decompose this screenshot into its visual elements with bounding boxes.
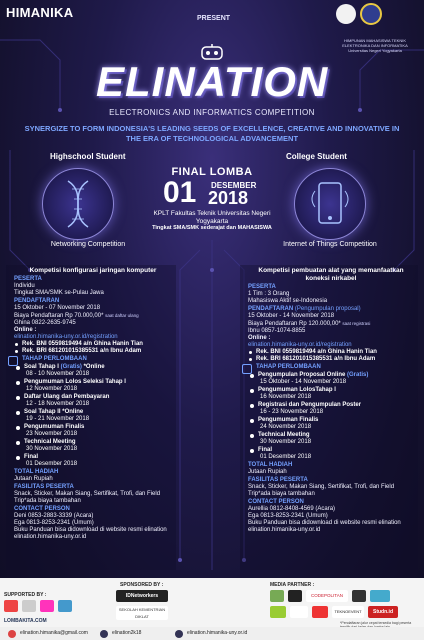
schedule-date: 24 November 2018 xyxy=(260,424,312,430)
schedule-date: 16 - 23 November 2018 xyxy=(260,409,324,415)
schedule-date: 15 Oktober - 14 November 2018 xyxy=(260,379,347,385)
left-peserta-label: PESERTA xyxy=(14,276,42,282)
schedule-item: Pengumuman Finalis xyxy=(14,424,172,431)
left-online-label: Online : xyxy=(14,327,37,333)
right-cp: Ibnu 0857-1074-8855 xyxy=(248,328,306,334)
left-biaya-note: saat daftar ulang xyxy=(105,313,139,318)
left-website[interactable]: elination.himanika-uny.or.id xyxy=(14,534,87,540)
right-fasilitas-label: FASILITAS PESERTA xyxy=(248,477,308,483)
right-contact-label: CONTACT PERSON xyxy=(248,499,304,505)
right-buku: Buku Panduan bisa didownload di website resmi elination xyxy=(248,520,401,526)
left-peserta-1: Individu xyxy=(14,283,35,289)
schedule-item: Final xyxy=(14,454,172,461)
highschool-category: Highschool Student xyxy=(50,152,126,161)
dna-network-icon xyxy=(43,169,113,239)
right-bank-2: Rek. BRI 681201015385531 a/n Ibnu Adam xyxy=(248,356,414,363)
schedule-item: Soal Tahap I (Gratis) *Online xyxy=(14,364,172,371)
final-year: 2018 xyxy=(208,188,249,208)
right-hadiah-label: TOTAL HADIAH xyxy=(248,462,293,468)
supporter-logo xyxy=(40,600,54,612)
schedule-date: 30 November 2018 xyxy=(26,446,78,452)
right-biaya-note: saat registrasi xyxy=(342,321,371,326)
schedule-item: Pengumuman LolosTahap I xyxy=(248,387,414,394)
schedule-item: Final xyxy=(248,447,414,454)
right-peserta-1: 1 Tim : 3 Orang xyxy=(248,291,290,297)
supporter-logo xyxy=(4,600,18,612)
schedule-date: 30 November 2018 xyxy=(260,439,312,445)
right-schedule-list xyxy=(248,372,414,461)
left-pendaftaran-dates: 15 Oktober - 07 November 2018 xyxy=(14,305,101,311)
contact-social[interactable]: elination2k18 xyxy=(112,630,142,636)
schedule-date: 23 November 2018 xyxy=(26,431,78,437)
final-month: DESEMBER xyxy=(211,181,257,190)
networking-competition-label: Networking Competition xyxy=(50,241,126,248)
left-fasilitas-label: FASILITAS PESERTA xyxy=(14,484,74,490)
left-contact-1: Deni 0853-2883-3339 (Acara) xyxy=(14,513,94,519)
left-details-panel xyxy=(6,265,176,570)
left-hadiah: Jutaan Rupiah xyxy=(14,476,53,482)
present-label: PRESENT xyxy=(197,15,231,22)
sponsored-by-label: SPONSORED BY : xyxy=(120,582,164,588)
schedule-date: 01 Desember 2018 xyxy=(26,461,78,467)
schedule-item: Soal Tahap II *Online xyxy=(14,409,172,416)
schedule-date: 01 Desember 2018 xyxy=(260,454,312,460)
schedule-date: 12 November 2018 xyxy=(26,386,78,392)
university-logo xyxy=(336,4,356,24)
instagram-icon xyxy=(100,630,108,638)
right-online-label: Online : xyxy=(248,335,271,341)
left-peserta-2: Tingkat SMA/SMK se-Pulau Jawa xyxy=(14,290,104,296)
schedule-item: Technical Meeting xyxy=(14,439,172,446)
schedule-item: Pengumpulan Proposal Online (Gratis) xyxy=(248,372,414,379)
event-title: ELINATION xyxy=(96,58,329,105)
schedule-date: 19 - 21 November 2018 xyxy=(26,416,90,422)
schedule-item: Pengumuman Lolos Seleksi Tahap I xyxy=(14,379,172,386)
left-bank-1: Rek. BNI 0559819494 a/n Ghina Hanin Tian xyxy=(14,341,172,348)
organization-logo xyxy=(360,3,382,25)
brand-logo-text: HIMANIKA xyxy=(6,5,74,20)
media-logo-codepolitan: CODEPOLITAN xyxy=(306,590,348,602)
schedule-date: 12 - 18 November 2018 xyxy=(26,401,90,407)
right-comp-title: Kompetisi pembuatan alat yang memanfaatkan koneksi nirkabel xyxy=(258,267,404,282)
schedule-item: Pengumuman Finalis xyxy=(248,417,414,424)
left-fasilitas: Snack, Sticker, Makan Siang, Sertifikat, Trofi, dan Field Trip*ada biaya tambahan xyxy=(14,491,161,504)
right-pendaftaran-note: (Pengumpulan proposal) xyxy=(294,306,361,312)
email-icon xyxy=(8,630,16,638)
right-peserta-2: Mahasiswa Aktif se-Indonesia xyxy=(248,298,328,304)
schedule-item: Registrasi dan Pengumpulan Poster xyxy=(248,402,414,409)
schedule-item: Daftar Ulang dan Pembayaran xyxy=(14,394,172,401)
right-fasilitas: Snack, Sticker, Makan Siang, Sertifikat, Trofi, dan Field Trip*ada biaya tambahan xyxy=(248,484,395,497)
organization-text: HIMPUNAN MAHASISWA TEKNIK ELEKTRONIKA DAN INFORMATIKA Universitas Negeri Yogyakarta xyxy=(342,38,408,53)
contact-bar xyxy=(0,627,424,640)
right-contact-2: Ega 0813-8253-2341 (Umum) xyxy=(248,513,328,519)
media-logo xyxy=(290,606,308,618)
right-bank-1: Rek. BNI 0559819494 a/n Ghina Hanin Tian xyxy=(248,349,414,356)
left-pendaftaran-label: PENDAFTARAN xyxy=(14,298,60,304)
schedule-date: 16 November 2018 xyxy=(260,394,312,400)
media-logo xyxy=(352,590,366,602)
left-cp: Ghina 0822-2635-9745 xyxy=(14,320,76,326)
left-buku: Buku Panduan bisa didownload di website resmi elination xyxy=(14,527,167,533)
left-biaya: Biaya Pendaftaran Rp 70.000,00* xyxy=(14,313,104,319)
left-bank-2: Rek. BRI 681201015385531 a/n Ibnu Adam xyxy=(14,348,172,355)
left-contact-label: CONTACT PERSON xyxy=(14,506,70,512)
right-pendaftaran-dates: 15 Oktober - 14 November 2018 xyxy=(248,313,335,319)
sponsor-logo-sekolah: SEKOLAH KEMENTRIAN DIKLAT xyxy=(116,606,168,620)
media-logo xyxy=(270,606,286,618)
footer-note: *Pendaftaran jalur cepat tersedia bagi peserta xyxy=(340,621,412,625)
iot-emblem xyxy=(294,168,366,240)
iot-competition-label: Internet of Things Competition xyxy=(283,241,377,248)
left-schedule-list xyxy=(14,364,172,468)
college-category: College Student xyxy=(286,152,347,161)
final-label: FINAL LOMBA xyxy=(171,166,253,178)
smartphone-icon xyxy=(295,169,365,239)
networking-emblem xyxy=(42,168,114,240)
right-website[interactable]: elination.himanika-uny.or.id xyxy=(248,527,321,533)
left-tahap-label: TAHAP PERLOMBAAN xyxy=(22,356,87,362)
contact-website[interactable]: elination.himanika-uny.or.id xyxy=(187,630,248,636)
media-logo xyxy=(288,590,302,602)
left-hadiah-label: TOTAL HADIAH xyxy=(14,469,59,475)
sponsor-logo-idnetworkers: IDNetworkers xyxy=(116,590,168,602)
web-icon xyxy=(175,630,183,638)
media-logo-teknoevent: TEKNOEVENT xyxy=(332,606,364,618)
right-online-url[interactable]: elination.himanika-uny.or.id/registration xyxy=(248,342,352,348)
media-logo xyxy=(270,590,284,602)
supporter-logo xyxy=(22,600,36,612)
right-peserta-label: PESERTA xyxy=(248,284,276,290)
final-day: 01 xyxy=(163,176,197,209)
right-contact-1: Aurellia 0812-8408-4569 (Acara) xyxy=(248,506,336,512)
media-logo-studn: Studn.id xyxy=(368,606,398,618)
right-hadiah: Jutaan Rupiah xyxy=(248,469,287,475)
right-biaya: Biaya Pendaftaran Rp 120.000,00* xyxy=(248,321,341,327)
right-pendaftaran-label: PENDAFTARAN xyxy=(248,306,294,312)
left-contact-2: Ega 0813-8253-2341 (Umum) xyxy=(14,520,94,526)
event-subtitle: ELECTRONICS AND INFORMATICS COMPETITION xyxy=(109,108,315,117)
event-tagline: SYNERGIZE TO FORM INDONESIA'S LEADING SEEDS OF EXCELLENCE, CREATIVE AND INNOVATIVE IN THE ERA OF TECHNOLOGICAL ADVANCEMENT xyxy=(24,124,400,143)
schedule-date: 08 - 10 November 2018 xyxy=(26,371,90,377)
lombakita-logo: LOMBAKITA.COM xyxy=(4,618,47,624)
media-partner-label: MEDIA PARTNER : xyxy=(270,582,315,588)
left-online-url[interactable]: elination.himanika-uny.or.id/registration xyxy=(14,334,118,340)
right-tahap-label: TAHAP PERLOMBAAN xyxy=(256,364,321,370)
supported-by-label: SUPPORTED BY : xyxy=(4,592,47,598)
supporter-logo xyxy=(58,600,72,612)
schedule-item: Technical Meeting xyxy=(248,432,414,439)
media-logo xyxy=(312,606,328,618)
final-venue: KPLT Fakultas Teknik Universitas Negeri Yogyakarta xyxy=(153,210,271,225)
media-logo xyxy=(370,590,390,602)
left-comp-title: Kompetisi konfigurasi jaringan komputer xyxy=(29,267,157,274)
right-details-panel xyxy=(240,265,418,570)
contact-email[interactable]: elination.himanika@gmail.com xyxy=(20,630,88,636)
final-participants: Tingkat SMA/SMK sederajat dan MAHASISWA xyxy=(152,225,272,231)
